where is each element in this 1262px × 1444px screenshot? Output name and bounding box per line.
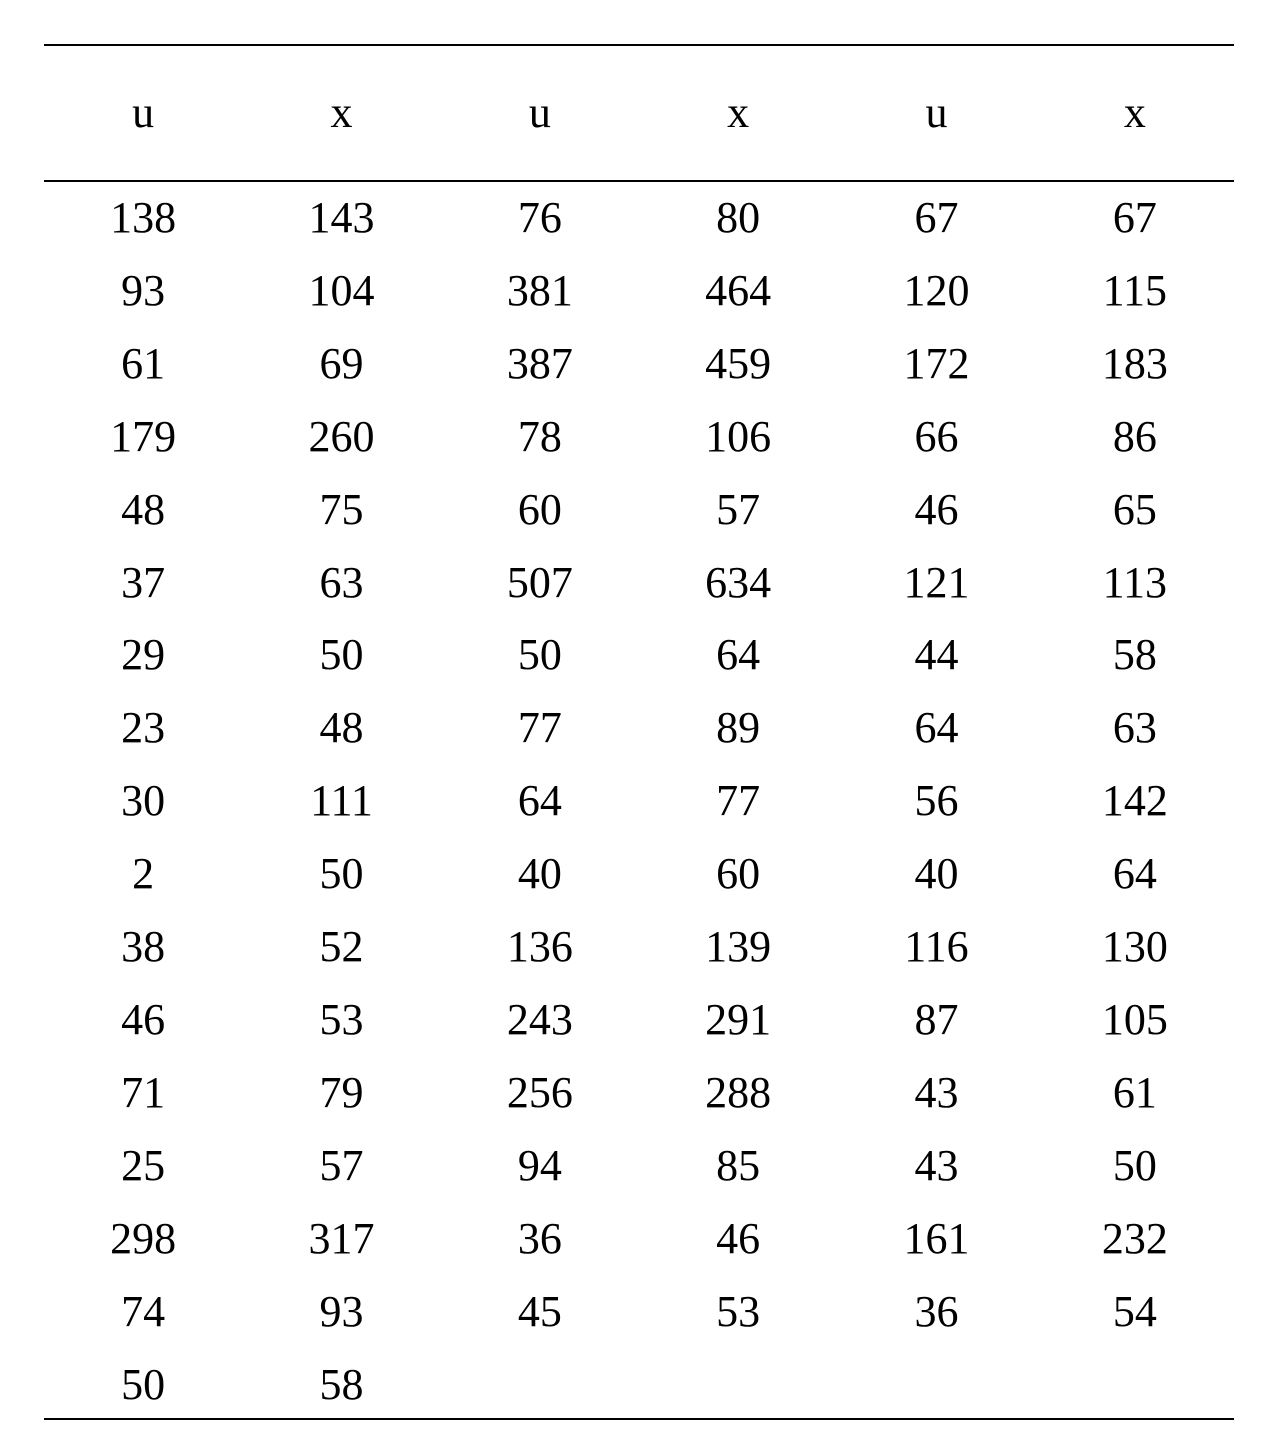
- table-cell: 58: [319, 1359, 364, 1409]
- table-cell: 40: [517, 849, 562, 899]
- table-cell: 57: [716, 484, 761, 534]
- table-cell: 25: [121, 1140, 166, 1190]
- table-cell: 387: [506, 338, 573, 388]
- table-cell: 183: [1101, 338, 1168, 388]
- table-cell: 243: [506, 994, 573, 1044]
- header-row: [44, 46, 1234, 180]
- table-cell: 52: [319, 922, 364, 972]
- table-cell: 121: [903, 557, 970, 607]
- table-row: [44, 1203, 1234, 1276]
- table-cell: 317: [308, 1213, 375, 1263]
- table-cell: 143: [308, 193, 375, 242]
- table-cell: 36: [914, 1286, 959, 1336]
- table-cell: 64: [716, 630, 761, 680]
- table-cell: 130: [1101, 922, 1168, 972]
- column-header: u: [528, 88, 551, 137]
- table-cell: 78: [517, 411, 562, 461]
- table-cell: 38: [121, 922, 166, 972]
- table-cell: 381: [506, 265, 573, 315]
- table-cell: 63: [319, 557, 364, 607]
- table-cell: 57: [319, 1140, 364, 1190]
- table-cell: 74: [121, 1286, 166, 1336]
- table-cell: 64: [914, 703, 959, 753]
- table-cell: 232: [1101, 1213, 1168, 1263]
- table-row: [44, 1349, 1234, 1422]
- table-row: [44, 619, 1234, 692]
- table-cell: 43: [914, 1067, 959, 1117]
- table-cell: 56: [914, 776, 959, 826]
- table-cell: 50: [517, 630, 562, 680]
- table-cell: 30: [121, 776, 166, 826]
- table-cell: 36: [517, 1213, 562, 1263]
- table-cell: 37: [121, 557, 166, 607]
- table-cell: 60: [517, 484, 562, 534]
- table-cell: 161: [903, 1213, 970, 1263]
- table-cell: 93: [121, 265, 166, 315]
- table-cell: 54: [1112, 1286, 1157, 1336]
- table-row: [44, 328, 1234, 401]
- table-cell: 44: [914, 630, 959, 680]
- table-body: [44, 180, 1234, 1421]
- table-row: [44, 474, 1234, 547]
- table-cell: 63: [1112, 703, 1157, 753]
- table-cell: 86: [1112, 411, 1157, 461]
- table-row: [44, 255, 1234, 328]
- data-table: [44, 46, 1234, 1421]
- table-cell: 138: [110, 193, 177, 242]
- table-cell: 85: [716, 1140, 761, 1190]
- table-cell: 507: [506, 557, 573, 607]
- table-row: [44, 984, 1234, 1057]
- table-row: [44, 1276, 1234, 1349]
- table-cell: 46: [716, 1213, 761, 1263]
- table-cell: 77: [716, 776, 761, 826]
- table-cell: 94: [517, 1140, 562, 1190]
- column-header: x: [330, 88, 353, 137]
- table-cell: 93: [319, 1286, 364, 1336]
- table-cell: 172: [903, 338, 970, 388]
- table-cell: 50: [319, 630, 364, 680]
- table-cell: 46: [914, 484, 959, 534]
- table-row: [44, 401, 1234, 474]
- column-header: x: [1123, 88, 1146, 137]
- table-row: [44, 180, 1234, 255]
- table-cell: 50: [1112, 1140, 1157, 1190]
- table-cell: 64: [517, 776, 562, 826]
- column-header: u: [132, 88, 155, 137]
- table-cell: 179: [110, 411, 177, 461]
- table-cell: 111: [310, 776, 373, 826]
- table-cell: [441, 1349, 639, 1422]
- table-cell: [1036, 1349, 1234, 1422]
- table-cell: 76: [517, 193, 562, 242]
- table-cell: 2: [132, 849, 155, 899]
- table-cell: 459: [705, 338, 772, 388]
- table-cell: 60: [716, 849, 761, 899]
- table-cell: 106: [705, 411, 772, 461]
- table-row: [44, 547, 1234, 620]
- table-cell: 67: [1112, 193, 1157, 242]
- table-cell: 288: [705, 1067, 772, 1117]
- table-cell: 53: [319, 994, 364, 1044]
- table-row: [44, 765, 1234, 838]
- table-cell: 80: [716, 193, 761, 242]
- table-cell: 48: [319, 703, 364, 753]
- table-cell: 66: [914, 411, 959, 461]
- table-cell: 139: [705, 922, 772, 972]
- table-cell: 43: [914, 1140, 959, 1190]
- table-cell: 23: [121, 703, 166, 753]
- table-cell: 46: [121, 994, 166, 1044]
- table-cell: [639, 1349, 837, 1422]
- table-cell: 65: [1112, 484, 1157, 534]
- table-cell: 67: [914, 193, 959, 242]
- table-cell: 105: [1101, 994, 1168, 1044]
- table-cell: 142: [1101, 776, 1168, 826]
- table-row: [44, 838, 1234, 911]
- table-cell: 77: [517, 703, 562, 753]
- table-cell: 87: [914, 994, 959, 1044]
- table-cell: 298: [110, 1213, 177, 1263]
- table-cell: 71: [121, 1067, 166, 1117]
- column-header: x: [727, 88, 750, 137]
- table-cell: 113: [1102, 557, 1167, 607]
- table-cell: 116: [904, 922, 969, 972]
- table-cell: 115: [1102, 265, 1167, 315]
- table-cell: 61: [121, 338, 166, 388]
- table-cell: 75: [319, 484, 364, 534]
- table-cell: 40: [914, 849, 959, 899]
- table-cell: 48: [121, 484, 166, 534]
- table-row: [44, 692, 1234, 765]
- table-cell: 260: [308, 411, 375, 461]
- column-header: u: [925, 88, 948, 137]
- table-cell: 61: [1112, 1067, 1157, 1117]
- table-cell: 291: [705, 994, 772, 1044]
- table-cell: 89: [716, 703, 761, 753]
- table-row: [44, 911, 1234, 984]
- table-cell: 464: [705, 265, 772, 315]
- table-cell: 256: [506, 1067, 573, 1117]
- table-cell: 50: [121, 1359, 166, 1409]
- table-cell: 29: [121, 630, 166, 680]
- table-cell: 634: [705, 557, 772, 607]
- table-cell: 58: [1112, 630, 1157, 680]
- table-row: [44, 1130, 1234, 1203]
- table-cell: 69: [319, 338, 364, 388]
- table-cell: [837, 1349, 1035, 1422]
- table-header: [44, 46, 1234, 180]
- table-cell: 50: [319, 849, 364, 899]
- table-cell: 104: [308, 265, 375, 315]
- table-row: [44, 1057, 1234, 1130]
- table-cell: 53: [716, 1286, 761, 1336]
- table-cell: 64: [1112, 849, 1157, 899]
- table-cell: 120: [903, 265, 970, 315]
- table-cell: 79: [319, 1067, 364, 1117]
- table-cell: 136: [506, 922, 573, 972]
- table-cell: 45: [517, 1286, 562, 1336]
